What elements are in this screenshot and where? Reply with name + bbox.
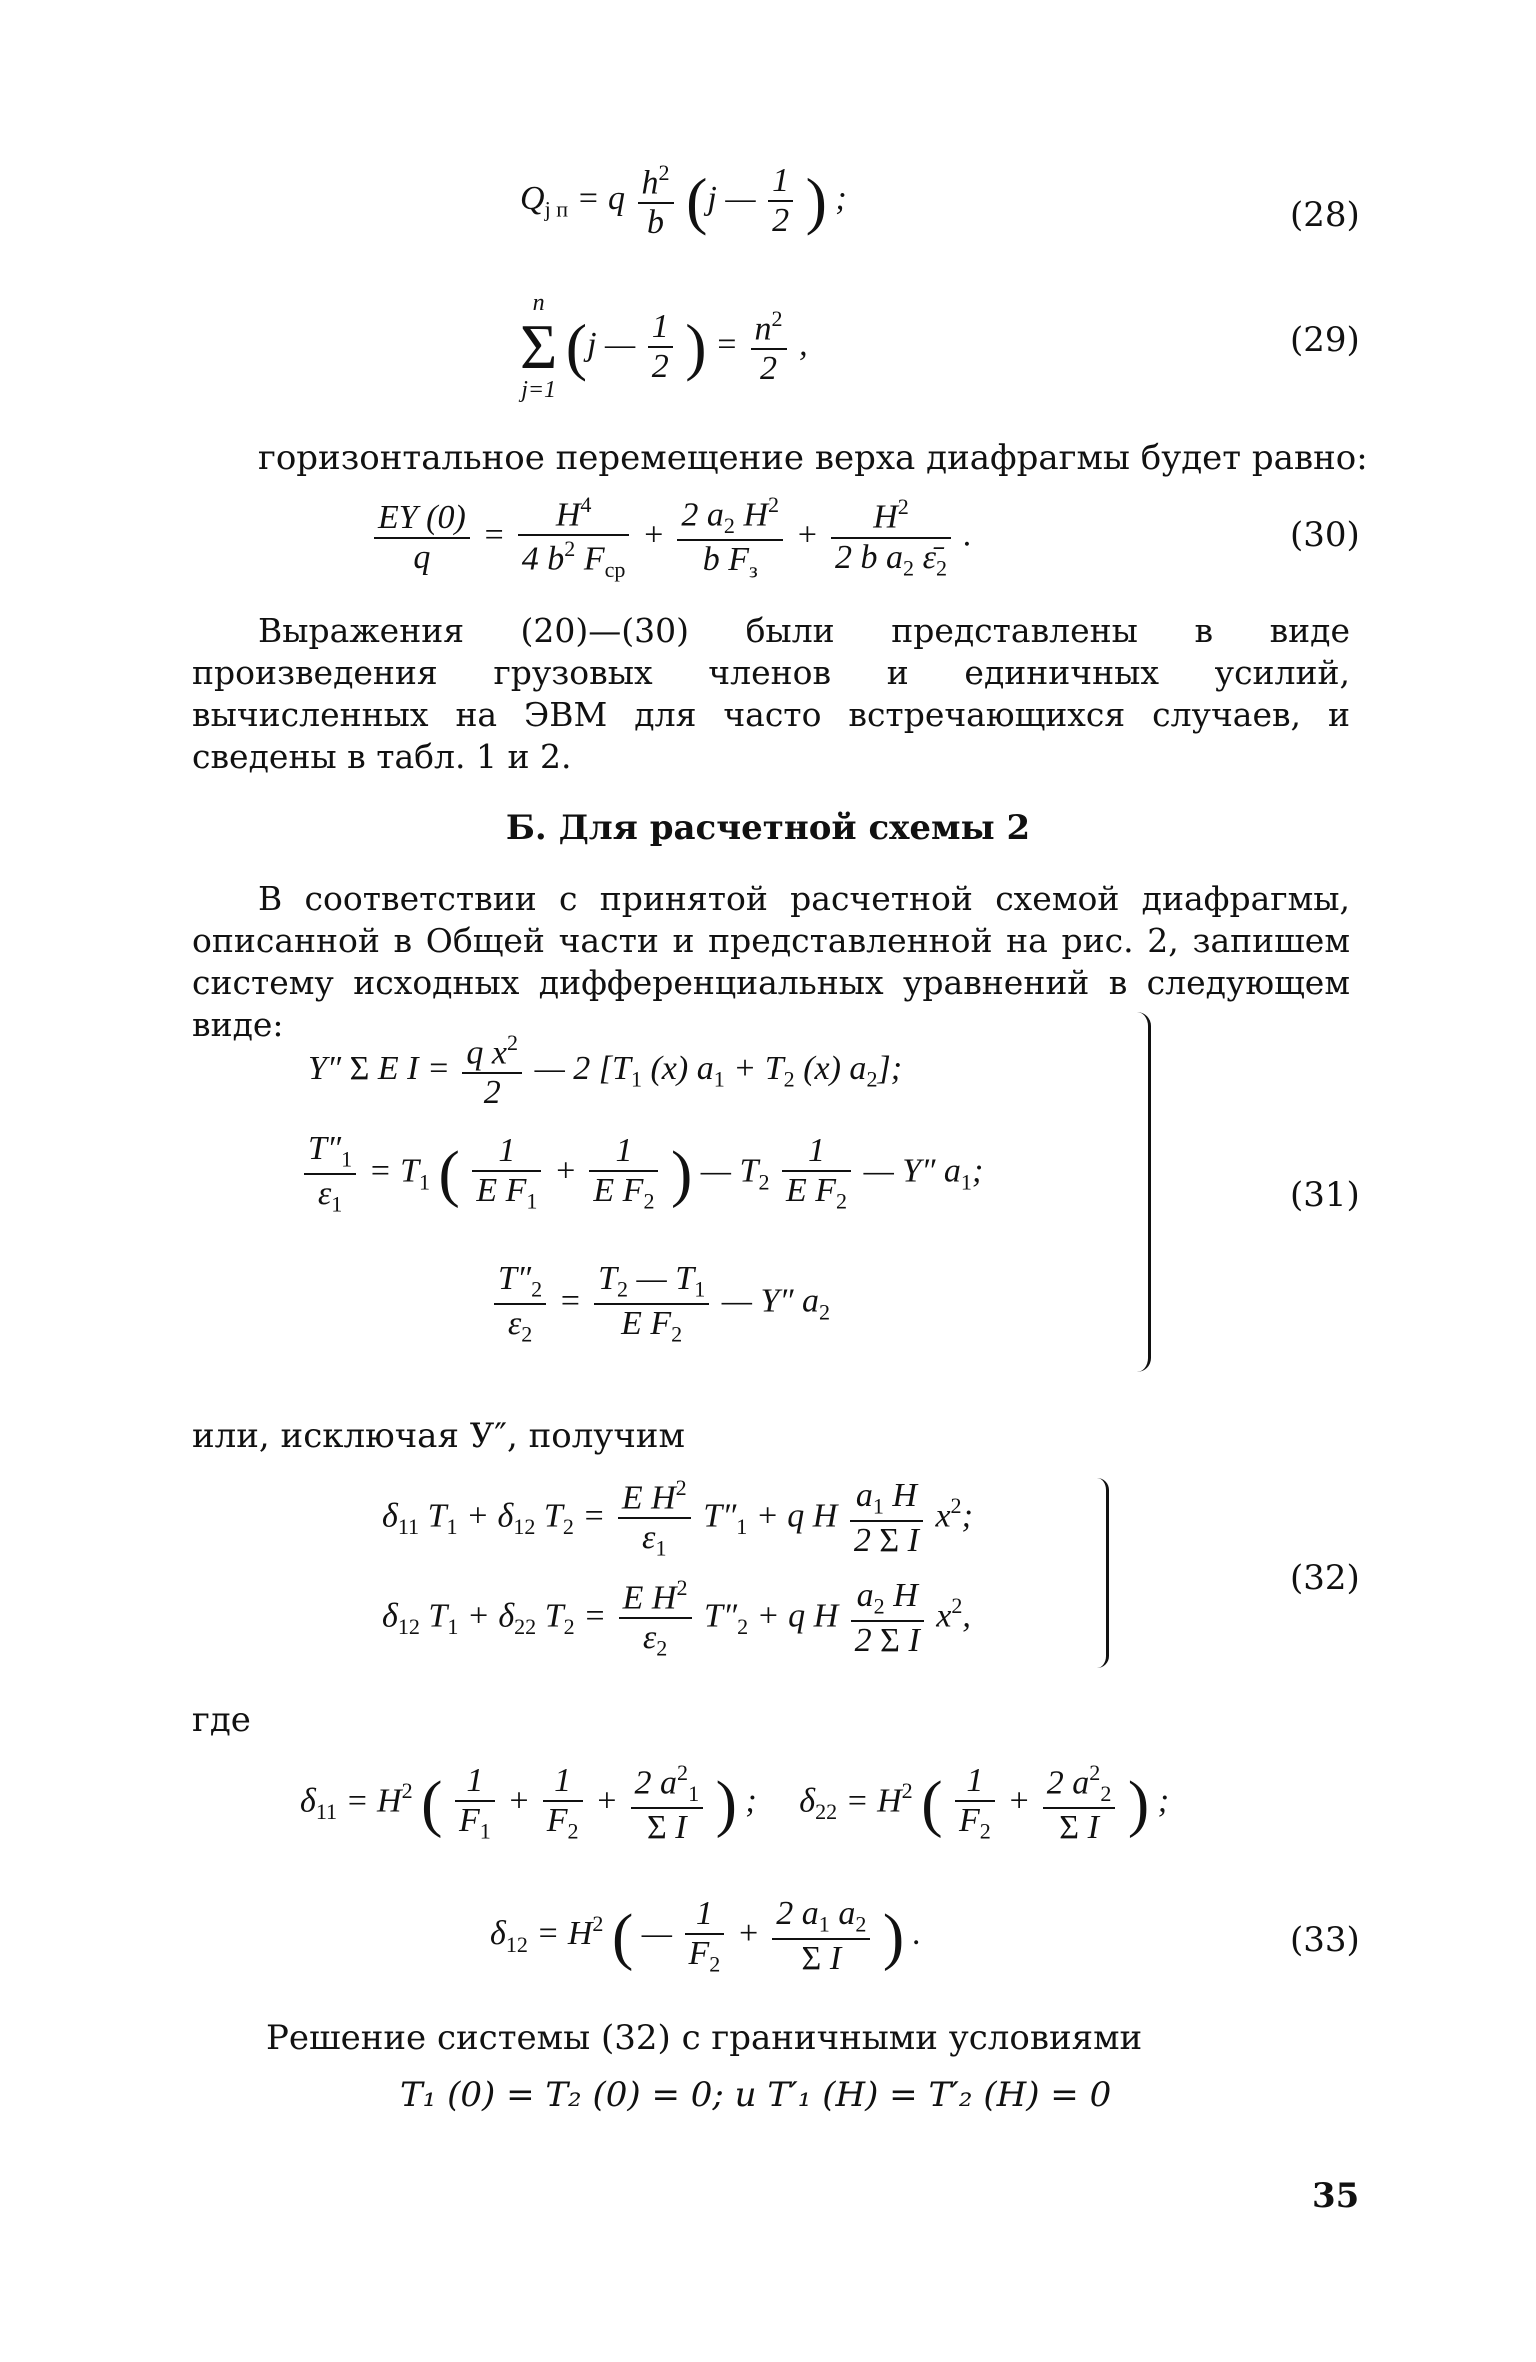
section-heading: Б. Для расчетной схемы 2 [505,808,1031,848]
equation-33-line2: $\delta_{12} = H^2$ ( — $\frac{1}{F_2}$ + $\frac{2 a_1 a_2}{\text{Σ I}}$ ) . [490,1895,922,1977]
equation-31-line3: $\frac{T''_2}{\varepsilon_2}$ = $\frac{T_2 — T_1}{E F_2}$ — Y″ $a_2$ [490,1260,830,1347]
page-number: 35 [1312,2176,1360,2216]
equation-32-brace [1090,1478,1109,1668]
equation-32-line2: $\delta_{12}$ $T_1 + \delta_{22}$ $T_2$ = $\frac{E H^2}{\varepsilon_2}$ $T''_2 + q$ H $\frac{a_2 H}{\text{2 Σ I}}$ $x^2$, [382,1575,971,1661]
equation-number-32: (32) [1290,1558,1360,1598]
paragraph-system: В соответствии с принятой расчетной схемой диафрагмы, описанной в Общей части и представленной на рис. 2, запишем систему исходных дифференциальных уравнений в следующем виде: [192,879,1350,1044]
equation-30: $\frac{EY (0)}{q}$ = $\frac{H^4}{4 b^2 F_{ср}}$ + $\frac{2 a_2 H^2}{b F_з}$ + $\frac{H^2}{2 b a_2 \varepsilon̄_2}$ . [370,492,972,584]
equation-31-line2: $\frac{T''_1}{\varepsilon_1}$ = $T_1$ ( $\frac{1}{E F_1}$ + $\frac{1}{E F_2}$ ) — $T_2$ $\frac{1}{E F_2}$ — Y″ $a_1$; [300,1130,983,1217]
equation-number-33: (33) [1290,1920,1360,1960]
equation-number-29: (29) [1290,320,1360,360]
equation-31-brace [1130,1012,1151,1372]
solution-line: Решение системы (32) с граничными условиями [266,2018,1143,2058]
equation-28: $Q_{j п} = q$ $\frac{h^2}{b}$ (j — $\frac{1}{2}$ ) ; [520,160,847,242]
equation-number-28: (28) [1290,195,1360,235]
equation-29: n Σ j=1 (j — $\frac{1}{2}$ ) = $\frac{n^2}{2}$ , [520,290,808,403]
equation-33-line1: $\delta_{11} = H^2$ ( $\frac{1}{F_1}$ + $\frac{1}{F_2}$ + $\frac{2 a^2_1}{\text{Σ I}}$ ) ; $\delta_{22} = H^2$ ( $\frac{1}{F_2}$ + $\frac{2 a^2_2}{\text{Σ I}}$ ) ; [300,1760,1170,1846]
equation-number-31: (31) [1290,1175,1360,1215]
equation-number-30: (30) [1290,515,1360,555]
intro-line: горизонтальное перемещение верха диафрагмы будет равно: [258,438,1368,478]
equation-32-line1: $\delta_{11}$ $T_1 + \delta_{12}$ $T_2$ = $\frac{E H^2}{\varepsilon_1}$ $T''_1 + q$ H $\frac{a_1 H}{\text{2 Σ I}}$ $x^2$; [382,1475,973,1561]
where-label: где [192,1700,251,1740]
paragraph-expressions: Выражения (20)—(30) были представлены в виде произведения грузовых членов и единичных усилий, вычисленных на ЭВМ для часто встречающихся случаев, и сведены в табл. 1 и 2. [192,611,1350,776]
equation-31-line1: Y″ Σ E I = $\frac{q x^2}{2}$ — 2 [$T_1$ (x) $a_1 + T_2$ (x) $a_2$]; [308,1030,903,1112]
boundary-conditions: T₁ (0) = T₂ (0) = 0; и T′₁ (H) = T′₂ (H) = 0 [400,2075,1112,2115]
or-excluding-line: или, исключая У″, получим [192,1416,685,1456]
